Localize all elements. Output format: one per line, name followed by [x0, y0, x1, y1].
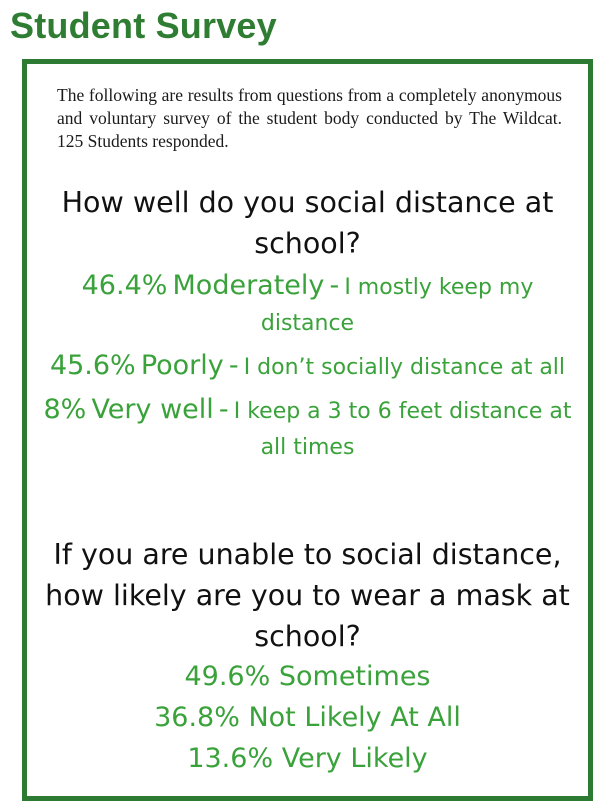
answer-separator: -: [228, 350, 239, 381]
answer-sometimes: [37, 656, 578, 697]
answer-description: I keep a 3 to 6 feet distance at all times: [233, 399, 572, 460]
answer-very-well: [37, 392, 578, 466]
question-1: How well do you social distance at school?: [61, 186, 554, 260]
answer-percent: 49.6%: [184, 661, 271, 692]
question-1-answers: [37, 268, 578, 472]
answer-percent: 8%: [43, 394, 87, 425]
answer-moderately: [37, 268, 578, 342]
answer-label: Very well: [91, 394, 214, 425]
answer-label: Moderately: [172, 270, 325, 301]
answer-label: Not Likely At All: [248, 702, 461, 733]
answer-separator: -: [329, 270, 340, 301]
answer-poorly: [37, 348, 578, 386]
answer-not-likely-at-all: [37, 697, 578, 738]
answer-label: Poorly: [140, 350, 224, 381]
answer-description: I mostly keep my distance: [260, 275, 534, 336]
question-2: If you are unable to social distance, how likely are you to wear a mask at school?: [45, 538, 570, 653]
answer-percent: 36.8%: [154, 702, 240, 733]
answer-percent: 13.6%: [187, 743, 274, 774]
intro-text: The following are results from questions from a completely anonymous and voluntary survey of the student body conducted by The Wildcat. 125 Students responded.: [57, 85, 562, 151]
answer-very-likely: [37, 738, 578, 779]
answer-label: Very Likely: [281, 743, 428, 774]
question-2-answers: [37, 656, 578, 779]
page-title: Student Survey: [10, 5, 277, 46]
answer-percent: 45.6%: [49, 350, 136, 381]
survey-box: [22, 59, 593, 801]
answer-separator: -: [218, 394, 229, 425]
answer-description: I don’t socially distance at all: [243, 355, 566, 380]
answer-label: Sometimes: [278, 661, 431, 692]
answer-percent: 46.4%: [81, 270, 168, 301]
